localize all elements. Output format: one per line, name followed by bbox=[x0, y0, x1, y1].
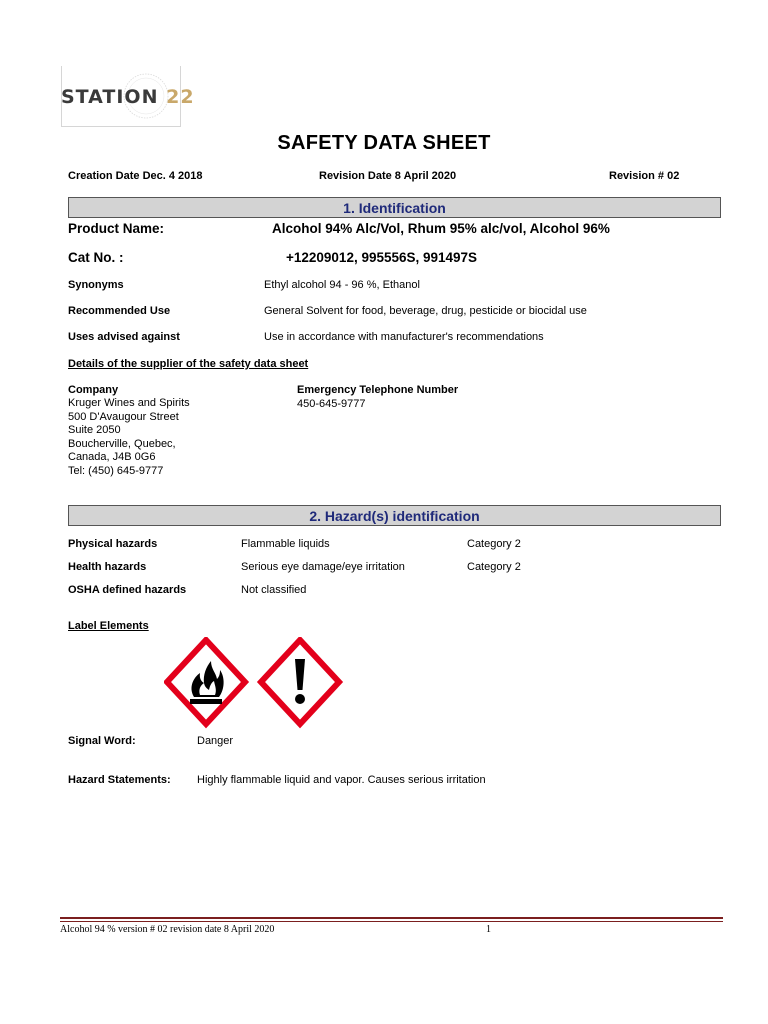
label-elements-heading: Label Elements bbox=[68, 620, 149, 632]
osha-hazards-label: OSHA defined hazards bbox=[68, 584, 187, 596]
page-number: 1 bbox=[486, 924, 491, 935]
physical-hazards-category: Category 2 bbox=[467, 538, 521, 550]
footer-doc-info: Alcohol 94 % version # 02 revision date 8 April 2020 bbox=[60, 924, 275, 935]
product-name-value: Alcohol 94% Alc/Vol, Rhum 95% alc/vol, Alcohol 96% bbox=[272, 221, 610, 236]
health-hazards-category: Category 2 bbox=[467, 561, 521, 573]
hazard-statements-value: Highly flammable liquid and vapor. Causes serious irritation bbox=[197, 774, 486, 786]
health-hazards-value: Serious eye damage/eye irritation bbox=[241, 561, 405, 573]
signal-word-label: Signal Word: bbox=[68, 735, 136, 747]
recommended-use-value: General Solvent for food, beverage, drug, pesticide or biocidal use bbox=[264, 305, 587, 317]
supplier-heading: Details of the supplier of the safety data sheet bbox=[68, 358, 309, 370]
synonyms-label: Synonyms bbox=[68, 279, 124, 291]
page-title: SAFETY DATA SHEET bbox=[277, 132, 491, 154]
synonyms-value: Ethyl alcohol 94 - 96 %, Ethanol bbox=[264, 279, 420, 291]
footer-rule bbox=[60, 917, 723, 919]
uses-advised-against-label: Uses advised against bbox=[68, 331, 180, 343]
company-line: 500 D'Avaugour Street bbox=[68, 411, 179, 423]
section-2-heading: 2. Hazard(s) identification bbox=[68, 505, 721, 526]
logo-word: STATION bbox=[61, 86, 159, 108]
company-line: Kruger Wines and Spirits bbox=[68, 397, 190, 409]
flame-icon bbox=[167, 640, 245, 724]
emergency-phone-label: Emergency Telephone Number bbox=[297, 384, 459, 396]
osha-hazards-value: Not classified bbox=[241, 584, 307, 596]
revision-date: Revision Date 8 April 2020 bbox=[319, 170, 457, 182]
company-line: Tel: (450) 645-9777 bbox=[68, 465, 164, 477]
company-label: Company bbox=[68, 384, 119, 396]
section-1-heading: 1. Identification bbox=[68, 197, 721, 218]
ghs-pictograms bbox=[164, 637, 348, 729]
hazard-statements-label: Hazard Statements: bbox=[68, 774, 171, 786]
recommended-use-label: Recommended Use bbox=[68, 305, 171, 317]
company-line: Suite 2050 bbox=[68, 424, 121, 436]
cat-no-value: +12209012, 995556S, 991497S bbox=[286, 250, 478, 265]
company-line: Canada, J4B 0G6 bbox=[68, 451, 156, 463]
revision-number: Revision # 02 bbox=[609, 170, 680, 182]
health-hazards-label: Health hazards bbox=[68, 561, 147, 573]
cat-no-label: Cat No. : bbox=[68, 250, 124, 265]
signal-word-value: Danger bbox=[197, 735, 234, 747]
physical-hazards-value: Flammable liquids bbox=[241, 538, 330, 550]
uses-advised-against-value: Use in accordance with manufacturer's recommendations bbox=[264, 331, 544, 343]
emergency-phone-value: 450-645-9777 bbox=[297, 398, 366, 410]
creation-date: Creation Date Dec. 4 2018 bbox=[68, 170, 203, 182]
logo-number: 22 bbox=[166, 86, 195, 108]
footer-rule-thin bbox=[60, 921, 723, 922]
product-name-label: Product Name: bbox=[68, 221, 165, 236]
exclamation-icon bbox=[261, 640, 339, 724]
company-line: Boucherville, Quebec, bbox=[68, 438, 176, 450]
physical-hazards-label: Physical hazards bbox=[68, 538, 158, 550]
company-logo bbox=[61, 86, 195, 108]
